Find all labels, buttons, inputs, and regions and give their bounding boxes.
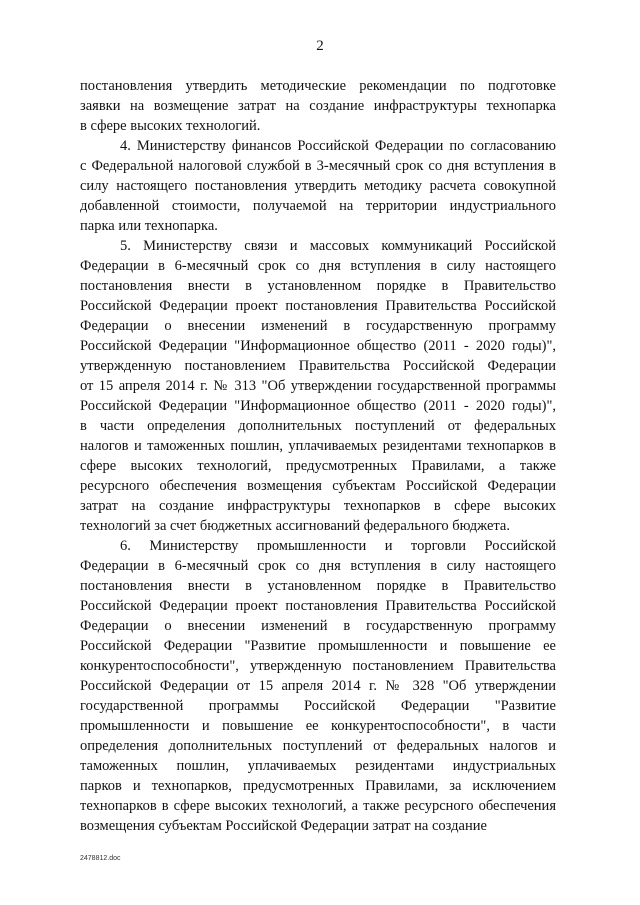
- paragraph: [80, 536, 556, 836]
- text-line: от 15 апреля 2014 г. № 313 "Об утверждении государственной программы: [80, 378, 556, 394]
- text-line: утвержденную постановлением Правительства Российской Федерации: [80, 358, 556, 374]
- text-line: постановления утвердить методические рекомендации по подготовке: [80, 78, 556, 94]
- paragraph: [80, 76, 556, 136]
- text-line: таможенных пошлин, уплачиваемых резидентами индустриальных: [80, 758, 556, 774]
- text-line: сфере высоких технологий, предусмотренных Правилами, а также: [80, 458, 556, 474]
- text-line: государственной программы Российской Федерации "Развитие: [80, 698, 556, 714]
- text-line: налогов и таможенных пошлин, уплачиваемых резидентами технопарков в: [80, 438, 556, 454]
- text-line: постановления внести в установленном порядке в Правительство: [80, 278, 556, 294]
- document-body: [80, 76, 556, 836]
- text-line: возмещения субъектам Российской Федерации затрат на создание: [80, 818, 487, 834]
- text-line: Федерации о внесении изменений в государственную программу: [80, 618, 556, 634]
- text-line: в сфере высоких технологий.: [80, 118, 261, 134]
- paragraph: [80, 136, 556, 236]
- footer-file-code: 2478812.doc: [80, 855, 121, 862]
- text-line: Федерации о внесении изменений в государственную программу: [80, 318, 556, 334]
- text-line: парка или технопарка.: [80, 218, 218, 234]
- text-line: технопарков в сфере высоких технологий, а также ресурсного обеспечения: [80, 798, 556, 814]
- text-line: Российской Федерации "Информационное общество (2011 - 2020 годы)",: [80, 338, 556, 354]
- text-line: 4. Министерству финансов Российской Федерации по согласованию: [120, 138, 556, 154]
- page-number: 2: [316, 38, 324, 54]
- paragraph: [80, 236, 556, 536]
- text-line: с Федеральной налоговой службой в 3-месячный срок со дня вступления в: [80, 158, 556, 174]
- text-line: промышленности и повышение ее конкурентоспособности", в части: [80, 718, 556, 734]
- text-line: Российской Федерации проект постановления Правительства Российской: [80, 598, 556, 614]
- text-line: силу настоящего постановления утвердить методику расчета совокупной: [80, 178, 556, 194]
- text-line: технологий за счет бюджетных ассигнований федерального бюджета.: [80, 518, 510, 534]
- text-line: Российской Федерации "Развитие промышленности и повышение ее: [80, 638, 556, 654]
- text-line: затрат на создание инфраструктуры технопарков в сфере высоких: [80, 498, 556, 514]
- text-line: заявки на возмещение затрат на создание инфраструктуры технопарка: [80, 98, 556, 114]
- text-line: парков и технопарков, предусмотренных Правилами, за исключением: [80, 778, 556, 794]
- text-line: Российской Федерации проект постановления Правительства Российской: [80, 298, 556, 314]
- text-line: Российской Федерации от 15 апреля 2014 г. № 328 "Об утверждении: [80, 678, 556, 694]
- text-line: добавленной стоимости, получаемой на территории индустриального: [80, 198, 556, 214]
- text-line: Российской Федерации "Информационное общество (2011 - 2020 годы)",: [80, 398, 556, 414]
- text-line: Федерации в 6-месячный срок со дня вступления в силу настоящего: [80, 258, 556, 274]
- text-line: в части определения дополнительных поступлений от федеральных: [80, 418, 556, 434]
- text-line: конкурентоспособности", утвержденную постановлением Правительства: [80, 658, 556, 674]
- text-line: 6. Министерству промышленности и торговли Российской: [120, 538, 556, 554]
- text-line: ресурсного обеспечения возмещения субъектам Российской Федерации: [80, 478, 556, 494]
- text-line: 5. Министерству связи и массовых коммуникаций Российской: [120, 238, 556, 254]
- text-line: определения дополнительных поступлений от федеральных налогов и: [80, 738, 556, 754]
- text-line: постановления внести в установленном порядке в Правительство: [80, 578, 556, 594]
- text-line: Федерации в 6-месячный срок со дня вступления в силу настоящего: [80, 558, 556, 574]
